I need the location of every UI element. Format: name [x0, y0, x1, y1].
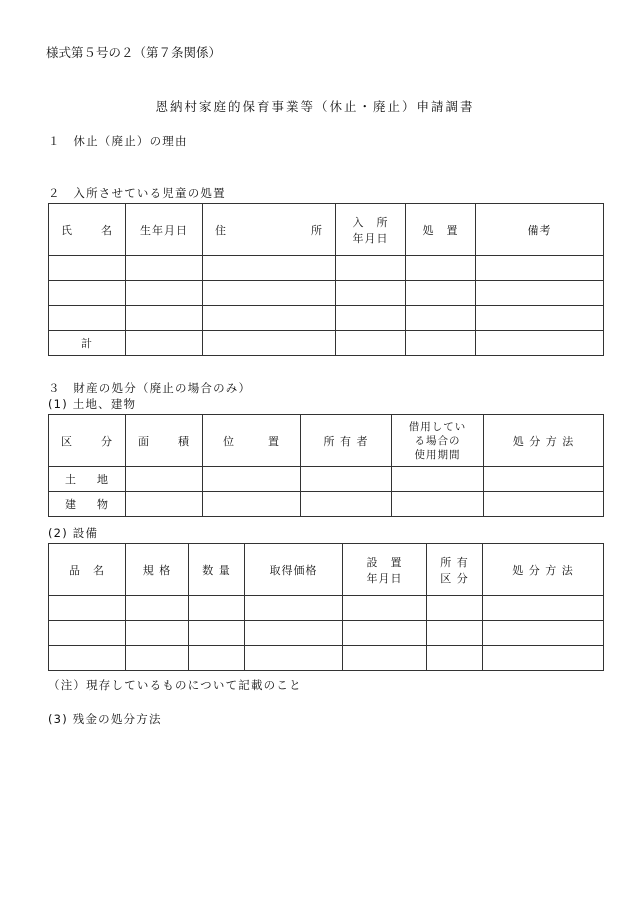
- entry-cell[interactable]: [189, 596, 245, 621]
- header-name: 氏 名: [49, 204, 126, 256]
- entry-cell[interactable]: [49, 646, 126, 671]
- entry-cell[interactable]: [126, 596, 189, 621]
- header-area: 面 積: [126, 415, 203, 467]
- entry-cell[interactable]: [49, 621, 126, 646]
- entry-cell[interactable]: [203, 256, 336, 281]
- entry-cell[interactable]: [406, 331, 476, 356]
- entry-cell[interactable]: [49, 306, 126, 331]
- entry-cell[interactable]: [392, 467, 484, 492]
- entry-cell[interactable]: [476, 281, 604, 306]
- entry-cell[interactable]: [483, 621, 604, 646]
- entry-cell[interactable]: [336, 256, 406, 281]
- section3-equipment-label: (2) 設備: [48, 526, 99, 540]
- entry-cell[interactable]: [336, 306, 406, 331]
- children-table: [48, 203, 604, 356]
- entry-cell[interactable]: [427, 596, 483, 621]
- table-row: [49, 596, 604, 621]
- children-header-row: [49, 204, 604, 256]
- entry-cell[interactable]: [126, 256, 203, 281]
- entry-cell[interactable]: [484, 492, 604, 517]
- entry-cell[interactable]: [203, 492, 301, 517]
- entry-cell[interactable]: [126, 281, 203, 306]
- header-disposal-method: 処 分 方 法: [484, 415, 604, 467]
- row-label-land: 土 地: [49, 467, 126, 492]
- entry-cell[interactable]: [476, 306, 604, 331]
- entry-cell[interactable]: [427, 621, 483, 646]
- entry-cell[interactable]: [189, 621, 245, 646]
- entry-cell[interactable]: [301, 467, 392, 492]
- equipment-note: （注）現存しているものについて記載のこと: [48, 678, 302, 692]
- table-row: [49, 281, 604, 306]
- header-owner: 所 有 者: [301, 415, 392, 467]
- entry-cell[interactable]: [126, 646, 189, 671]
- entry-cell[interactable]: [49, 596, 126, 621]
- table-row: [49, 646, 604, 671]
- entry-cell[interactable]: [336, 281, 406, 306]
- entry-cell[interactable]: [483, 646, 604, 671]
- entry-cell[interactable]: [49, 281, 126, 306]
- equipment-header-row: [49, 544, 604, 596]
- entry-cell[interactable]: [343, 646, 427, 671]
- header-quantity: 数 量: [189, 544, 245, 596]
- table-row: [49, 621, 604, 646]
- entry-cell[interactable]: [484, 467, 604, 492]
- entry-cell[interactable]: [301, 492, 392, 517]
- entry-cell[interactable]: [245, 646, 343, 671]
- entry-cell[interactable]: [343, 596, 427, 621]
- entry-cell[interactable]: [203, 306, 336, 331]
- header-acquisition-price: 取得価格: [245, 544, 343, 596]
- table-row: [49, 256, 604, 281]
- entry-cell[interactable]: [406, 306, 476, 331]
- entry-cell[interactable]: [427, 646, 483, 671]
- header-item-name: 品 名: [49, 544, 126, 596]
- entry-cell[interactable]: [245, 621, 343, 646]
- equipment-table: [48, 543, 604, 671]
- header-remarks: 備考: [476, 204, 604, 256]
- section1-label: １ 休止（廃止）の理由: [48, 134, 188, 148]
- entry-cell[interactable]: [126, 621, 189, 646]
- entry-cell[interactable]: [203, 331, 336, 356]
- header-birthdate: 生年月日: [126, 204, 203, 256]
- entry-cell[interactable]: [126, 331, 203, 356]
- header-spec: 規 格: [126, 544, 189, 596]
- land-building-table: [48, 414, 604, 517]
- entry-cell[interactable]: [126, 306, 203, 331]
- section2-label: ２ 入所させている児童の処置: [48, 186, 226, 200]
- entry-cell[interactable]: [245, 596, 343, 621]
- entry-cell[interactable]: [476, 256, 604, 281]
- header-disposition: 処 置: [406, 204, 476, 256]
- entry-cell[interactable]: [189, 646, 245, 671]
- entry-cell[interactable]: [392, 492, 484, 517]
- entry-cell[interactable]: [406, 256, 476, 281]
- header-lease-period: 借用してい る場合の 使用期間: [392, 415, 484, 467]
- entry-cell[interactable]: [126, 492, 203, 517]
- table-row: [49, 492, 604, 517]
- header-admission-date: 入 所 年月日: [336, 204, 406, 256]
- form-number: 様式第５号の２（第７条関係）: [46, 45, 222, 60]
- entry-cell[interactable]: [483, 596, 604, 621]
- table-row: [49, 467, 604, 492]
- land-header-row: [49, 415, 604, 467]
- entry-cell[interactable]: [203, 467, 301, 492]
- entry-cell[interactable]: [336, 331, 406, 356]
- header-installed-date: 設 置 年月日: [343, 544, 427, 596]
- header-category: 区 分: [49, 415, 126, 467]
- header-disposal-method: 処 分 方 法: [483, 544, 604, 596]
- total-label: 計: [49, 331, 126, 356]
- entry-cell[interactable]: [343, 621, 427, 646]
- entry-cell[interactable]: [126, 467, 203, 492]
- entry-cell[interactable]: [406, 281, 476, 306]
- entry-cell[interactable]: [49, 256, 126, 281]
- section3-land-label: (1) 土地、建物: [48, 397, 137, 411]
- section3-balance-label: (3) 残金の処分方法: [48, 712, 162, 726]
- entry-cell[interactable]: [476, 331, 604, 356]
- header-location: 位 置: [203, 415, 301, 467]
- total-row: [49, 331, 604, 356]
- row-label-building: 建 物: [49, 492, 126, 517]
- section3-label: ３ 財産の処分（廃止の場合のみ）: [48, 381, 252, 395]
- entry-cell[interactable]: [203, 281, 336, 306]
- document-title: 恩納村家庭的保育事業等（休止・廃止）申請調書: [155, 99, 475, 114]
- table-row: [49, 306, 604, 331]
- header-address: 住 所: [203, 204, 336, 256]
- header-ownership-category: 所 有 区 分: [427, 544, 483, 596]
